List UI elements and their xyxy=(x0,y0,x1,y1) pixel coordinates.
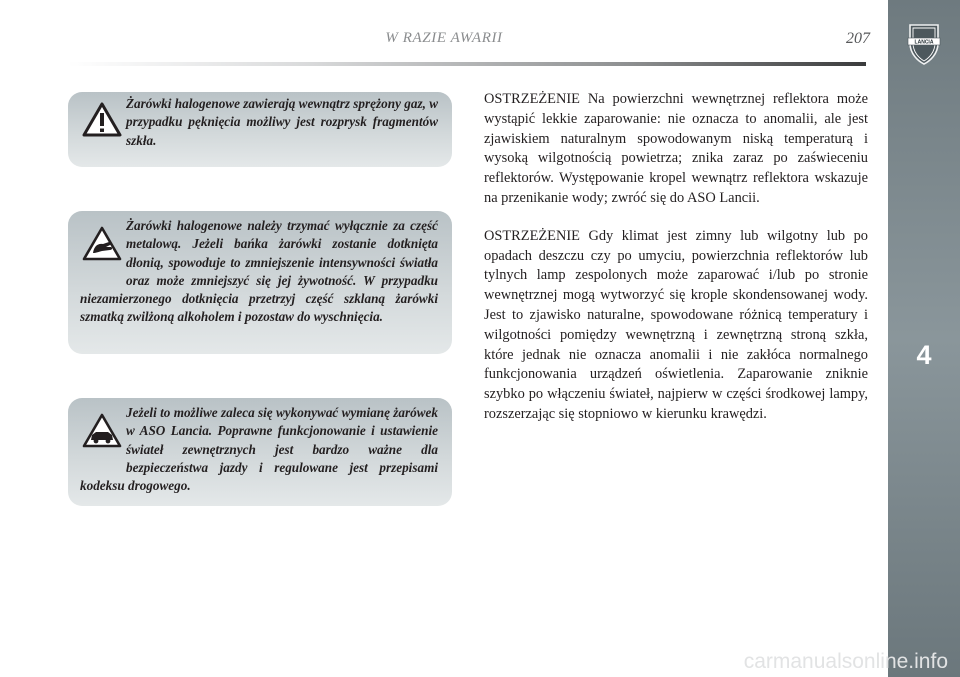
warning-text-3: Jeżeli to możliwe zaleca się wykonywać wymianę żarówek w ASO Lancia. Poprawne funkcjonowanie i ustawienie świateł zewnętrznych jest bardzo ważne dla bezpieczeństwa jazdy i regulowane jest przepisami kodeksu drogowego. xyxy=(80,405,438,494)
warning-box-2 xyxy=(68,211,452,354)
warning-box-3 xyxy=(68,398,452,506)
body-paragraph: OSTRZEŻENIE Gdy klimat jest zimny lub wilgotny lub po opadach deszczu czy po umyciu, powierzchnia reflektorów lub tylnych lamp zespolonych może zaparować i/lub po stronie wewnętrznej mogą wytworzyć się krople skondensowanej wody. Jest to zjawisko naturalne, spowodowane różnicą temperatury i wilgotności pomiędzy wewnętrzną i zewnętrzną stroną szkła, które jednak nie oznacza anomalii i nie zakłóca normalnego funkcjonowania urządzeń oświetlenia. Zaparowanie zniknie szybko po włączeniu świateł, najpierw w części środkowej lampy, rozszerzając się stopniowo w kierunku krawędzi. xyxy=(484,227,868,422)
chapter-tab-active[interactable] xyxy=(888,0,960,677)
page-number: 207 xyxy=(846,30,870,47)
section-title: W RAZIE AWARII xyxy=(385,30,503,46)
body-column xyxy=(484,90,868,425)
chapter-number: 4 xyxy=(916,340,932,370)
logo-label: LANCIA xyxy=(914,39,934,46)
warning-text-1: Żarówki halogenowe zawierają wewnątrz sprężony gaz, w przypadku pęknięcia możliwy jest rozprysk fragmentów szkła. xyxy=(126,96,438,148)
watermark: carmanualsonline.info xyxy=(743,650,948,673)
lancia-logo-icon xyxy=(906,22,942,66)
warning-text-2: Żarówki halogenowe należy trzymać wyłącznie za część metalową. Jeżeli bańka żarówki zostanie dotknięta dłonią, spowoduje to zmniejszenie intensywności światła oraz może zmniejszyć się jej żywotność. W przypadku niezamierzonego dotknięcia przetrzyj część szklaną żarówki szmatką zwilżoną alkoholem i pozostaw do wyschnięcia. xyxy=(80,218,438,325)
header-rule xyxy=(68,62,866,66)
warning-box-1 xyxy=(68,92,452,167)
body-paragraph: OSTRZEŻENIE Na powierzchni wewnętrznej reflektora może wystąpić lekkie zaparowanie: nie oznacza to anomalii, ale jest zjawiskiem naturalnym spowodowanym niską temperaturą i wysoką wilgotnością powietrza; znika zaraz po zaświeceniu reflektorów. Występowanie kropel wewnątrz reflektora wskazuje na przenikanie wody; zwróć się do ASO Lancii. xyxy=(484,91,868,206)
